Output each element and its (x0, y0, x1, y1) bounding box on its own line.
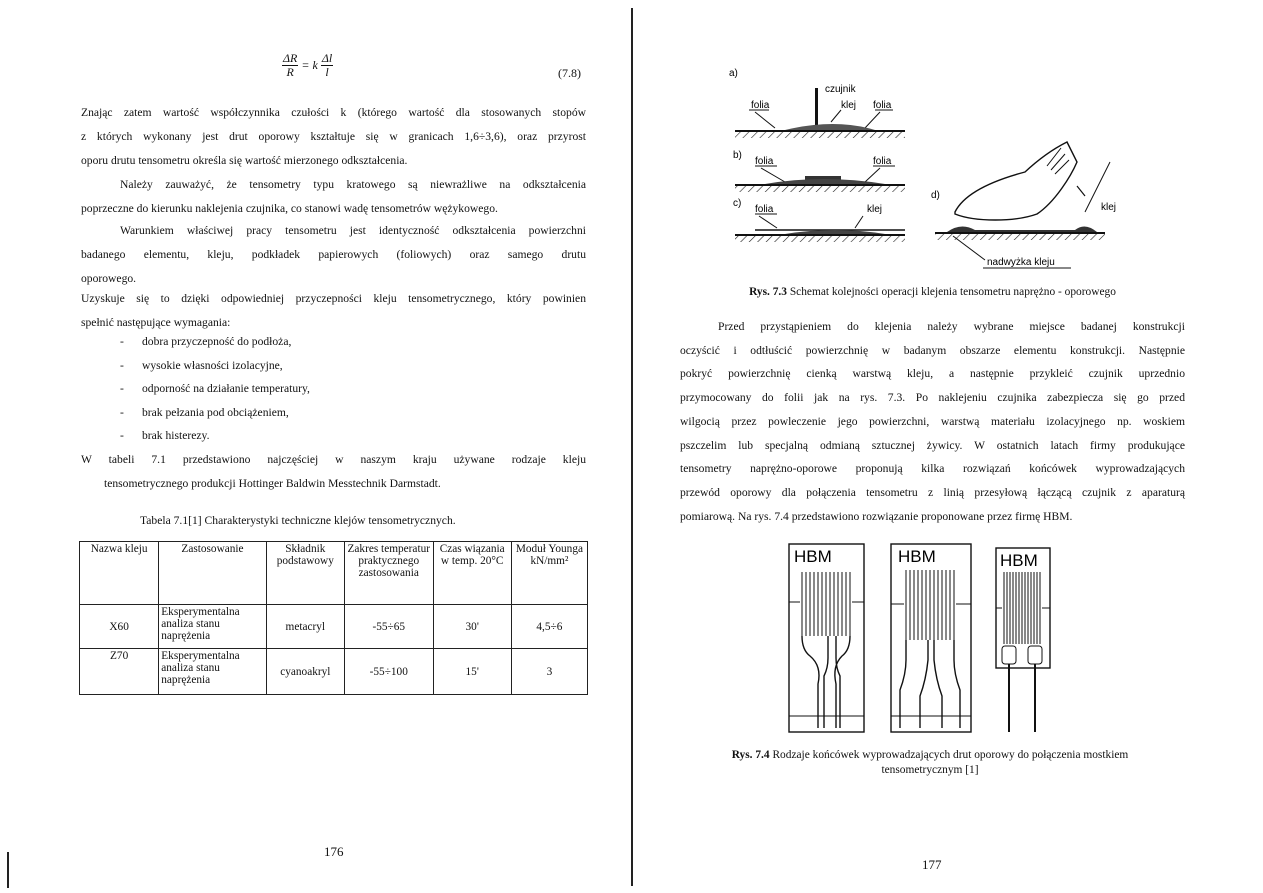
text-line: Znając zatem wartość współczynnika czułości k (którego wartość dla stosowanych stopów (81, 106, 586, 119)
text-line: pomiarową. Na rys. 7.4 przedstawiono rozwiązanie proponowane przez firmę HBM. (680, 509, 1073, 523)
list-item-text: dobra przyczepność do podłoża, (142, 335, 292, 348)
list-item-text: odporność na działanie temperatury, (142, 382, 310, 396)
table-cell: 15' (433, 649, 511, 695)
header-cell: Zakres temperatur praktycznego zastosowania (344, 542, 433, 605)
paragraph-4 (81, 287, 586, 335)
paragraph-1 (81, 101, 586, 173)
table-cell: Eksperymentalna analiza stanu naprężenia (159, 649, 266, 695)
label-folia-b2: folia (873, 156, 892, 167)
text-line: pokryć powierzchnię cienką warstwą kleju, a następnie przykleić czujnik uprzednio (680, 367, 1185, 381)
text-line: Należy zauważyć, że tensometry typu kratowego są niewrażliwe na odkształcenia (120, 178, 586, 191)
table-cell: 3 (511, 649, 587, 695)
text-line: poprzeczne do kierunku naklejenia czujnika, co stanowi wadę tensometrów wężykowego. (81, 202, 498, 215)
text-line: tensometry naprężno-oporowe proponują kilka rozwiązań końcówek wyprowadzających (680, 462, 1185, 476)
list-item-text: brak pełzania pod obciążeniem, (142, 405, 289, 419)
text-line: pszczelim lub specjalną odmianą sztucznej żywicy. W ostatnich latach firmy produkujące (680, 438, 1185, 452)
text-line: tensometrycznego produkcji Hottinger Baldwin Messtechnik Darmstadt. (104, 477, 441, 490)
eq-denominator-left: R (286, 65, 294, 79)
hbm-logo-1: HBM (794, 547, 832, 566)
caption-line-2: tensometrycznym [1] (881, 764, 979, 776)
text-line: przewód oporowy dla połączenia tensometru z linią przesyłową łączącą czujnik z aparaturą (680, 485, 1185, 499)
text-line: Warunkiem właściwej pracy tensometru jest identyczność odkształcenia powierzchni (120, 224, 586, 237)
label-folia-c: folia (755, 204, 774, 215)
table-cell: metacryl (266, 605, 344, 649)
table-cell: X60 (80, 605, 159, 649)
table-cell: cyanoakryl (266, 649, 344, 695)
adhesive-table (79, 541, 588, 695)
label-nadwyzka: nadwyżka kleju (987, 257, 1055, 268)
requirements-list (120, 330, 580, 448)
paragraph-right-1 (680, 315, 1185, 528)
page-spine (631, 8, 633, 886)
eq-numerator-left: ΔR (283, 51, 298, 65)
label-folia-b1: folia (755, 156, 774, 167)
hbm-logo-2: HBM (898, 547, 936, 566)
thumb-press-icon (955, 142, 1077, 220)
text-line: oporowego. (81, 272, 137, 285)
list-item: - odporność na działanie temperatury, (120, 382, 310, 396)
table-cell: -55÷100 (344, 649, 433, 695)
text-line: oporu drutu tensometru określa się wartość mierzonego odkształcenia. (81, 154, 408, 167)
equation-number: (7.8) (558, 66, 581, 80)
text-line: Uzyskuje się to dzięki odpowiedniej przyczepności kleju tensometrycznego, który powinien (81, 292, 586, 305)
label-czujnik: czujnik (825, 84, 856, 95)
list-item: - wysokie własności izolacyjne, (120, 358, 283, 372)
eq-denominator-right: l (325, 65, 329, 79)
table-header-row (80, 542, 588, 605)
header-cell: Zastosowanie (159, 542, 266, 605)
table-row (80, 649, 588, 695)
header-cell: Czas wiązania w temp. 20°C (433, 542, 511, 605)
text-line: oczyścić i odtłuścić powierzchnię w badanym obszarze elementu konstrukcji. Następnie (680, 343, 1185, 357)
header-cell: Moduł Younga kN/mm² (511, 542, 587, 605)
eq-numerator-right: Δl (321, 51, 333, 65)
list-item-text: wysokie własności izolacyjne, (142, 358, 283, 372)
table-cell: 4,5÷6 (511, 605, 587, 649)
table-cell: Z70 (80, 649, 159, 695)
caption-line-1 (690, 748, 1170, 763)
paragraph-2 (81, 173, 586, 221)
label-panel-a: a) (729, 68, 738, 79)
caption-text: Rodzaje końcówek wyprowadzających drut oporowy do połączenia mostkiem (772, 749, 1129, 761)
text-line: Przed przystąpieniem do klejenia należy wybrane miejsce badanej konstrukcji (718, 320, 1185, 333)
table-caption: Tabela 7.1[1] Charakterystyki techniczne klejów tensometrycznych. (140, 514, 456, 527)
paragraph-3 (81, 219, 586, 291)
figure-7-3-caption (680, 286, 1185, 298)
text-line: badanego elementu, kleju, podkładek papierowych (foliowych) oraz samego drutu (81, 248, 586, 261)
list-item: - dobra przyczepność do podłoża, (120, 335, 292, 348)
table-cell: 30' (433, 605, 511, 649)
table-cell: Eksperymentalna analiza stanu naprężenia (159, 605, 266, 649)
list-item: - brak pełzania pod obciążeniem, (120, 405, 289, 419)
list-item: - brak histerezy. (120, 429, 210, 443)
text-line: przymocowany do folii jak na rys. 7.3. Po naklejeniu czujnika zabezpiecza się go przed (680, 391, 1185, 405)
eq-equals: = k (301, 58, 318, 72)
text-line: spełnić następujące wymagania: (81, 316, 231, 329)
page-number-left: 176 (324, 844, 344, 859)
label-panel-d: d) (931, 190, 940, 201)
list-item-text: brak histerezy. (142, 429, 210, 443)
figure-7-3-adhesion-steps (725, 62, 1130, 272)
label-klej-a: klej (841, 100, 857, 111)
text-line: wilgocią przez powleczenie jego powierzchni, warstwą materiału izolacyjnego np. woskiem (680, 414, 1185, 428)
text-line: z których wykonany jest drut oporowy kształtuje się w granicach 1,6÷3,6), oraz przyrost (81, 130, 586, 143)
figure-7-4-gauge-terminals (788, 540, 1078, 735)
page-number-right: 177 (922, 857, 942, 872)
label-panel-c: c) (733, 198, 742, 209)
hbm-logo-3: HBM (1000, 551, 1038, 570)
text-line: W tabeli 7.1 przedstawiono najczęściej w naszym kraju używane rodzaje kleju (81, 453, 586, 466)
figure-7-4-caption (690, 748, 1170, 778)
label-klej-d: klej (1101, 202, 1117, 213)
label-klej-c: klej (867, 204, 883, 215)
header-cell: Nazwa kleju (80, 542, 159, 605)
equation-7-8 (282, 52, 333, 79)
caption-label: Rys. 7.4 (731, 749, 770, 761)
label-panel-b: b) (733, 150, 742, 161)
label-folia-a2: folia (873, 100, 892, 111)
table-cell: -55÷65 (344, 605, 433, 649)
caption-label: Rys. 7.3 (749, 286, 787, 298)
label-folia-a1: folia (751, 100, 770, 111)
page-edge-line (7, 852, 9, 888)
caption-text: Schemat kolejności operacji klejenia tensometru naprężno - oporowego (789, 286, 1116, 298)
table-row (80, 605, 588, 649)
header-cell: Składnik podstawowy (266, 542, 344, 605)
paragraph-5 (81, 448, 586, 496)
